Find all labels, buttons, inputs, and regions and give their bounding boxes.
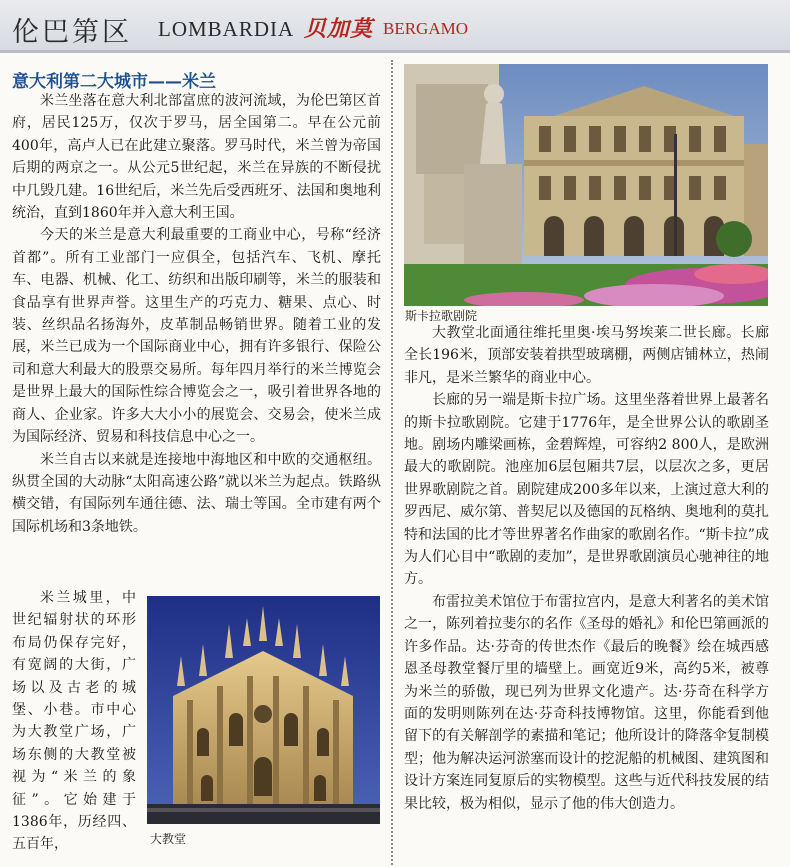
paragraph-history: 米兰坐落在意大利北部富庶的波河流域，为伦巴第区首府，居民125万，仅次于罗马，居全国第二。早在公元前400年，高卢人已在此建立聚落。罗马时代，米兰曾为帝国后期的两京之一。从公元5世纪起，米兰在异族的不断侵扰中几毁几建。16世纪后，米兰先后受西班牙、法国和奥地利统治，直到1860年并入意大利王国。 (12, 93, 381, 222)
city-title-en: BERGAMO (383, 19, 469, 38)
city-title-zh: 贝加莫 (304, 16, 374, 42)
region-title-en: LOMBARDIA (158, 17, 295, 41)
paragraph-la-scala: 长廊的另一端是斯卡拉广场。这里坐落着世界上最著名的斯卡拉歌剧院。它建于1776年，是全世界公认的歌剧圣地。剧场内雕梁画栋，金碧辉煌，可容纳2 800人，是欧洲最大的歌剧院。池座加6层包厢共7层，以层次之多，更居世界歌剧院之首。剧院建成200多年以来，上演过意大利的罗西尼、威尔第、普契尼以及德国的瓦格纳、奥地利的莫扎特和法国的比才等世界著名作曲家的歌剧名作。“斯卡拉”成为人们心目中“歌剧的麦加”，是世界歌剧演员心驰神往的地方。 (404, 392, 769, 588)
column-divider (391, 60, 393, 865)
scala-illustration (404, 64, 768, 306)
paragraph-city-layout: 米兰城里，中世纪辐射状的环形布局仍保存完好，有宽阔的大街，广场以及古老的城堡、小巷。市中心为大教堂广场，广场东侧的大教堂被视为“米兰的象征”。它始建于1386年，历经四、五百年， (12, 590, 136, 853)
scala-caption: 斯卡拉歌剧院 (405, 309, 478, 323)
article-title: 意大利第二大城市——米兰 (12, 72, 216, 92)
left-column-text (12, 90, 381, 538)
scala-photo (404, 64, 768, 306)
right-column-text (404, 322, 769, 815)
narrow-column-text (12, 587, 136, 856)
paragraph-economy: 今天的米兰是意大利最重要的工商业中心，号称“经济首都”。所有工业部门一应俱全，包括汽车、飞机、摩托车、电器、机械、化工、纺织和出版印刷等，米兰的服装和食品享有世界声誉。这里生产的巧克力、糖果、点心、时装、丝织品名扬海外，皮革制品畅销世界。随着工业的发展，米兰已成为一个国际商业中心，拥有许多银行、保险公司和意大利最大的股票交易所。每年四月举行的米兰博览会是世界上最大的国际性综合博览会之一，吸引着世界各地的商人、企业家。许多大大小小的展览会、交易会，使米兰成为国际经济、贸易和科技信息中心之一。 (12, 227, 381, 446)
duomo-caption: 大教堂 (150, 832, 187, 846)
page-header (0, 0, 790, 53)
paragraph-brera: 布雷拉美术馆位于布雷拉宫内，是意大利著名的美术馆之一，陈列着拉斐尔的名作《圣母的婚礼》和伦巴第画派的许多作品。达·芬奇的传世杰作《最后的晚餐》绘在城西感恩圣母教堂餐厅里的墙壁上。画宽近9米，高约5米，被尊为米兰的骄傲，现已列为世界文化遗产。达·芬奇在科学方面的发明则陈列在达·芬奇科技博物馆。这里，你能看到他留下的有关解剖学的素描和笔记；他所设计的降落伞复制模型；他为解决运河淤塞而设计的挖泥船的机械图、建筑图和设计方案连同复原后的实物模型。这些与近代科技发展的结果比较，极为相似，显示了他的伟大创造力。 (404, 593, 769, 812)
paragraph-transport: 米兰自古以来就是连接地中海地区和中欧的交通枢纽。纵贯全国的大动脉“太阳高速公路”就以米兰为起点。铁路纵横交错，有国际列车通往德、法、瑞士等国。全市建有两个国际机场和3条地铁。 (12, 451, 381, 535)
duomo-photo (147, 596, 380, 824)
region-title-zh: 伦巴第区 (12, 17, 132, 48)
paragraph-galleria: 大教堂北面通往维托里奥·埃马努埃莱二世长廊。长廊全长196米，顶部安装着拱型玻璃棚，两侧店铺林立，热闹非凡，是米兰繁华的商业中心。 (404, 325, 769, 386)
duomo-illustration (147, 596, 380, 824)
